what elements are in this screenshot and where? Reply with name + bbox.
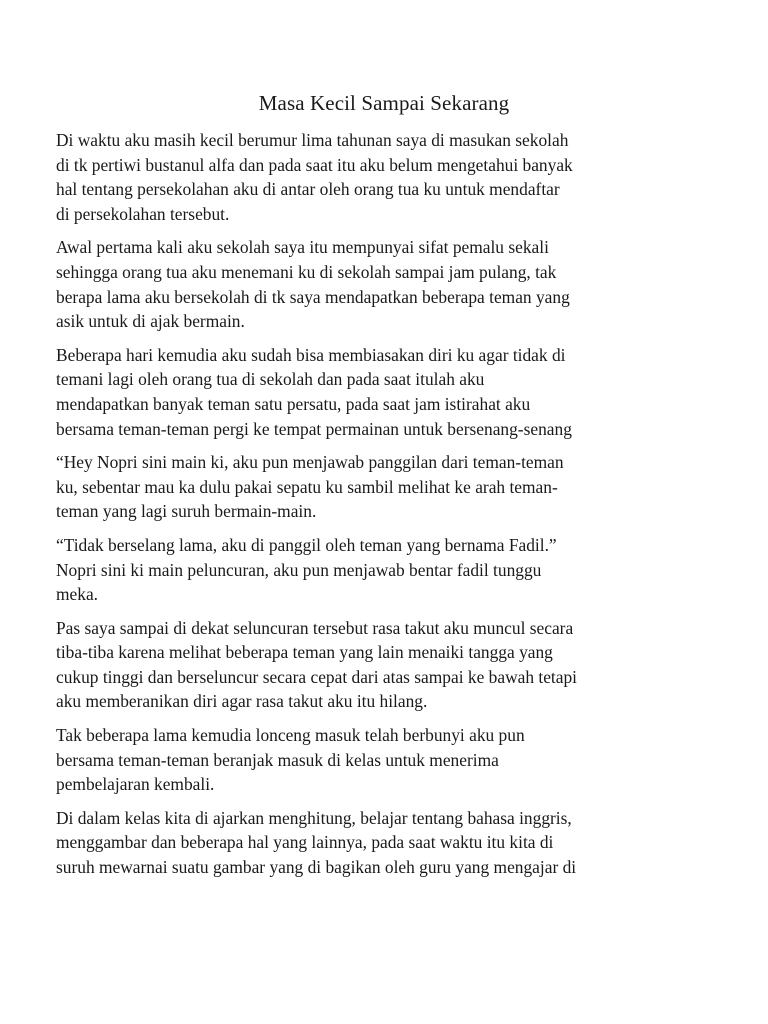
text-line: di persekolahan tersebut. — [56, 203, 230, 224]
text-line: sehingga orang tua aku menemani ku di sekolah sampai jam pulang, tak — [56, 261, 557, 282]
text-line: “Hey Nopri sini main ki, aku pun menjawab panggilan dari teman-teman — [56, 452, 564, 473]
paragraph-2 — [56, 235, 686, 333]
text-line: aku memberanikan diri agar rasa takut aku itu hilang. — [56, 691, 428, 712]
text-line: “Tidak berselang lama, aku di panggil oleh teman yang bernama Fadil.” — [56, 534, 557, 555]
text-line: menggambar dan beberapa hal yang lainnya, pada saat waktu itu kita di — [56, 832, 554, 853]
paragraph-4 — [56, 450, 686, 524]
text-line: suruh mewarnai suatu gambar yang di bagikan oleh guru yang mengajar di — [56, 857, 577, 878]
text-line: ku, sebentar mau ka dulu pakai sepatu ku sambil melihat ke arah teman- — [56, 476, 558, 497]
text-line: Beberapa hari kemudia aku sudah bisa membiasakan diri ku agar tidak di — [56, 344, 566, 365]
paragraph-6 — [56, 616, 686, 714]
text-line: Di waktu aku masih kecil berumur lima tahunan saya di masukan sekolah — [56, 130, 569, 150]
text-line: cukup tinggi dan berseluncur secara cepat dari atas sampai ke bawah tetapi — [56, 666, 578, 687]
document-body — [56, 128, 686, 889]
text-line: bersama teman-teman pergi ke tempat permainan untuk bersenang-senang — [56, 418, 572, 439]
text-line: Di dalam kelas kita di ajarkan menghitung, belajar tentang bahasa inggris, — [56, 807, 572, 828]
text-line: berapa lama aku bersekolah di tk saya mendapatkan beberapa teman yang — [56, 286, 570, 307]
paragraph-3 — [56, 343, 686, 441]
paragraph-1 — [56, 128, 686, 226]
text-line: pembelajaran kembali. — [56, 774, 215, 795]
text-line: bersama teman-teman beranjak masuk di kelas untuk menerima — [56, 749, 499, 770]
paragraph-8 — [56, 806, 686, 880]
text-line: tiba-tiba karena melihat beberapa teman yang lain menaiki tangga yang — [56, 642, 553, 663]
text-line: Tak beberapa lama kemudia lonceng masuk telah berbunyi aku pun — [56, 725, 525, 746]
text-line: hal tentang persekolahan aku di antar oleh orang tua ku untuk mendaftar — [56, 179, 560, 200]
text-line: Nopri sini ki main peluncuran, aku pun menjawab bentar fadil tunggu — [56, 559, 542, 580]
text-line: teman yang lagi suruh bermain-main. — [56, 501, 317, 522]
text-line: mendapatkan banyak teman satu persatu, pada saat jam istirahat aku — [56, 393, 531, 414]
text-line: asik untuk di ajak bermain. — [56, 311, 245, 332]
text-line: Pas saya sampai di dekat seluncuran tersebut rasa takut aku muncul secara — [56, 617, 574, 638]
text-line: di tk pertiwi bustanul alfa dan pada saat itu aku belum mengetahui banyak — [56, 154, 573, 175]
text-line: meka. — [56, 584, 99, 605]
text-line: temani lagi oleh orang tua di sekolah dan pada saat itulah aku — [56, 369, 485, 390]
paragraph-7 — [56, 723, 686, 797]
paragraph-5 — [56, 533, 686, 607]
document-title: Masa Kecil Sampai Sekarang — [258, 91, 510, 115]
text-line: Awal pertama kali aku sekolah saya itu mempunyai sifat pemalu sekali — [56, 237, 549, 258]
